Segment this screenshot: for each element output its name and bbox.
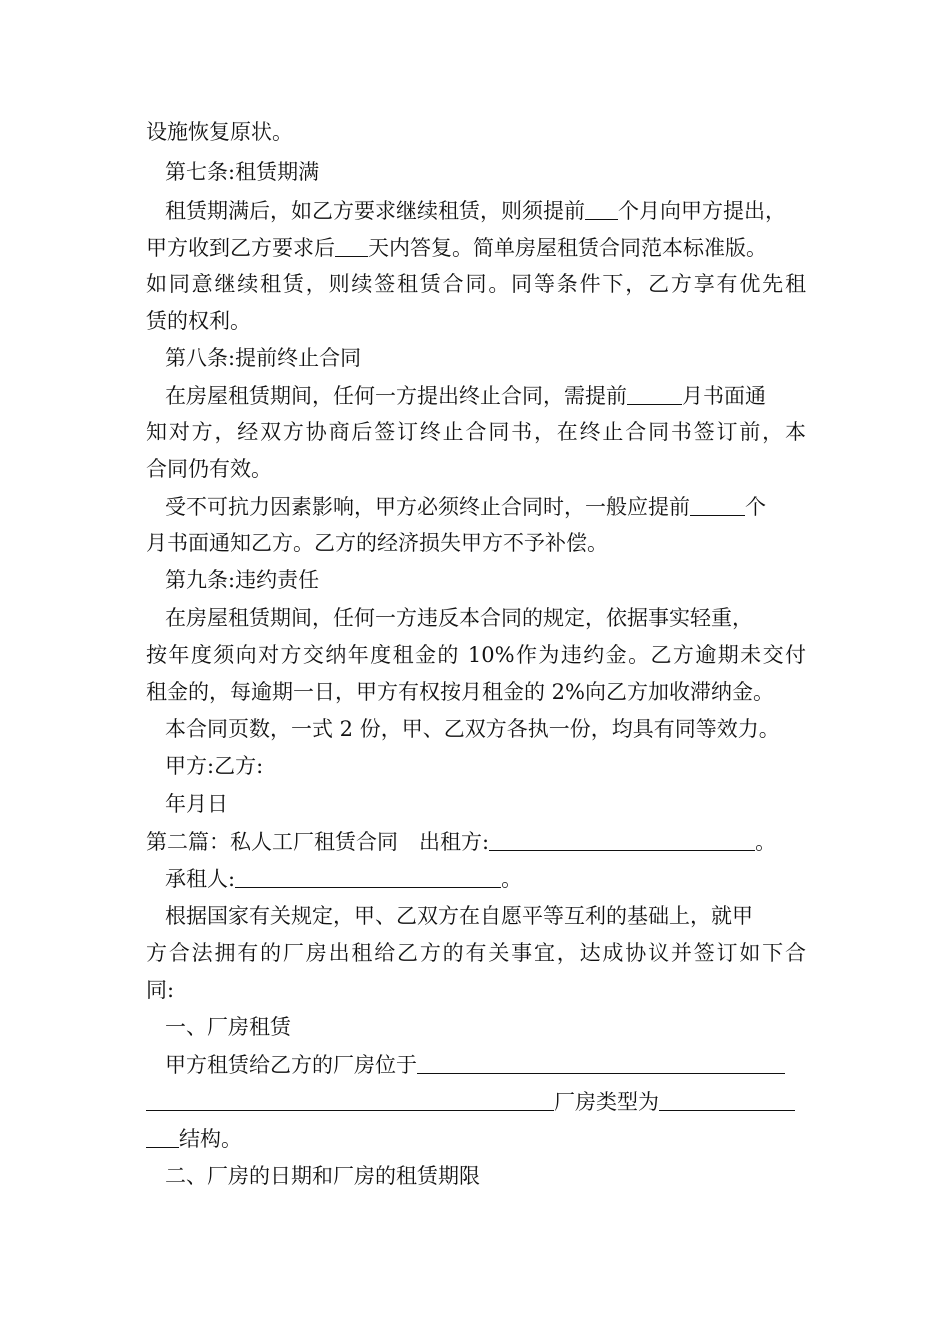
paragraph-line: 结构。 xyxy=(146,1123,242,1153)
clause-heading: 二、厂房的日期和厂房的租赁期限 xyxy=(165,1164,480,1188)
paragraph-line: 甲方租赁给乙方的厂房位于 xyxy=(165,1049,785,1079)
paragraph-line: 同: xyxy=(146,978,175,1002)
article-heading: 第八条:提前终止合同 xyxy=(165,346,362,370)
paragraph-line: 月书面通知乙方。乙方的经济损失甲方不予补偿。 xyxy=(146,531,608,555)
blank-field[interactable] xyxy=(335,232,368,257)
paragraph-line: 方合法拥有的厂房出租给乙方的有关事宜，达成协议并签订如下合 xyxy=(146,941,806,965)
paragraph-line: 如同意继续租赁，则续签租赁合同。同等条件下，乙方享有优先租 xyxy=(146,272,806,296)
paragraph-line: 厂房类型为 xyxy=(146,1086,795,1116)
paragraph-line: 在房屋租赁期间，任何一方提出终止合同，需提前 月书面通 xyxy=(165,380,766,410)
signature-line: 甲方:乙方: xyxy=(165,754,264,778)
building-type-field-continued[interactable] xyxy=(146,1123,179,1148)
location-field-continued[interactable] xyxy=(146,1086,554,1111)
blank-field[interactable] xyxy=(690,491,745,516)
clause-heading: 一、厂房租赁 xyxy=(165,1015,291,1039)
paragraph-line: 按年度须向对方交纳年度租金的 10%作为违约金。乙方逾期未交付 xyxy=(146,643,806,667)
lessee-line: 承租人: 。 xyxy=(165,863,522,893)
paragraph-line: 在房屋租赁期间，任何一方违反本合同的规定，依据事实轻重， xyxy=(165,606,753,630)
location-field[interactable] xyxy=(417,1049,785,1074)
paragraph-line: 受不可抗力因素影响，甲方必须终止合同时，一般应提前 个 xyxy=(165,491,766,521)
paragraph-line: 赁的权利。 xyxy=(146,309,251,333)
paragraph-line: 合同仍有效。 xyxy=(146,457,272,481)
paragraph-line: 租赁期满后，如乙方要求继续租赁，则须提前 个月向甲方提出， xyxy=(165,195,786,225)
blank-field[interactable] xyxy=(585,195,618,220)
paragraph-line: 根据国家有关规定，甲、乙双方在自愿平等互利的基础上，就甲 xyxy=(165,904,753,928)
article-heading: 第九条:违约责任 xyxy=(165,568,320,592)
date-line: 年月日 xyxy=(165,792,228,816)
paragraph-line: 设施恢复原状。 xyxy=(146,120,293,144)
paragraph-line: 知对方，经双方协商后签订终止合同书，在终止合同书签订前，本 xyxy=(146,420,806,444)
article-heading: 第七条:租赁期满 xyxy=(165,160,320,184)
lessor-field[interactable] xyxy=(489,826,755,851)
paragraph-line: 本合同页数，一式 2 份，甲、乙双方各执一份，均具有同等效力。 xyxy=(165,717,780,741)
section-heading: 第二篇：私人工厂租赁合同 出租方: 。 xyxy=(146,826,776,856)
paragraph-line: 甲方收到乙方要求后 天内答复。简单房屋租赁合同范本标准版。 xyxy=(146,232,767,262)
lessee-field[interactable] xyxy=(235,863,501,888)
building-type-field[interactable] xyxy=(659,1086,795,1111)
blank-field[interactable] xyxy=(627,380,682,405)
paragraph-line: 租金的，每逾期一日，甲方有权按月租金的 2%向乙方加收滞纳金。 xyxy=(146,680,774,704)
